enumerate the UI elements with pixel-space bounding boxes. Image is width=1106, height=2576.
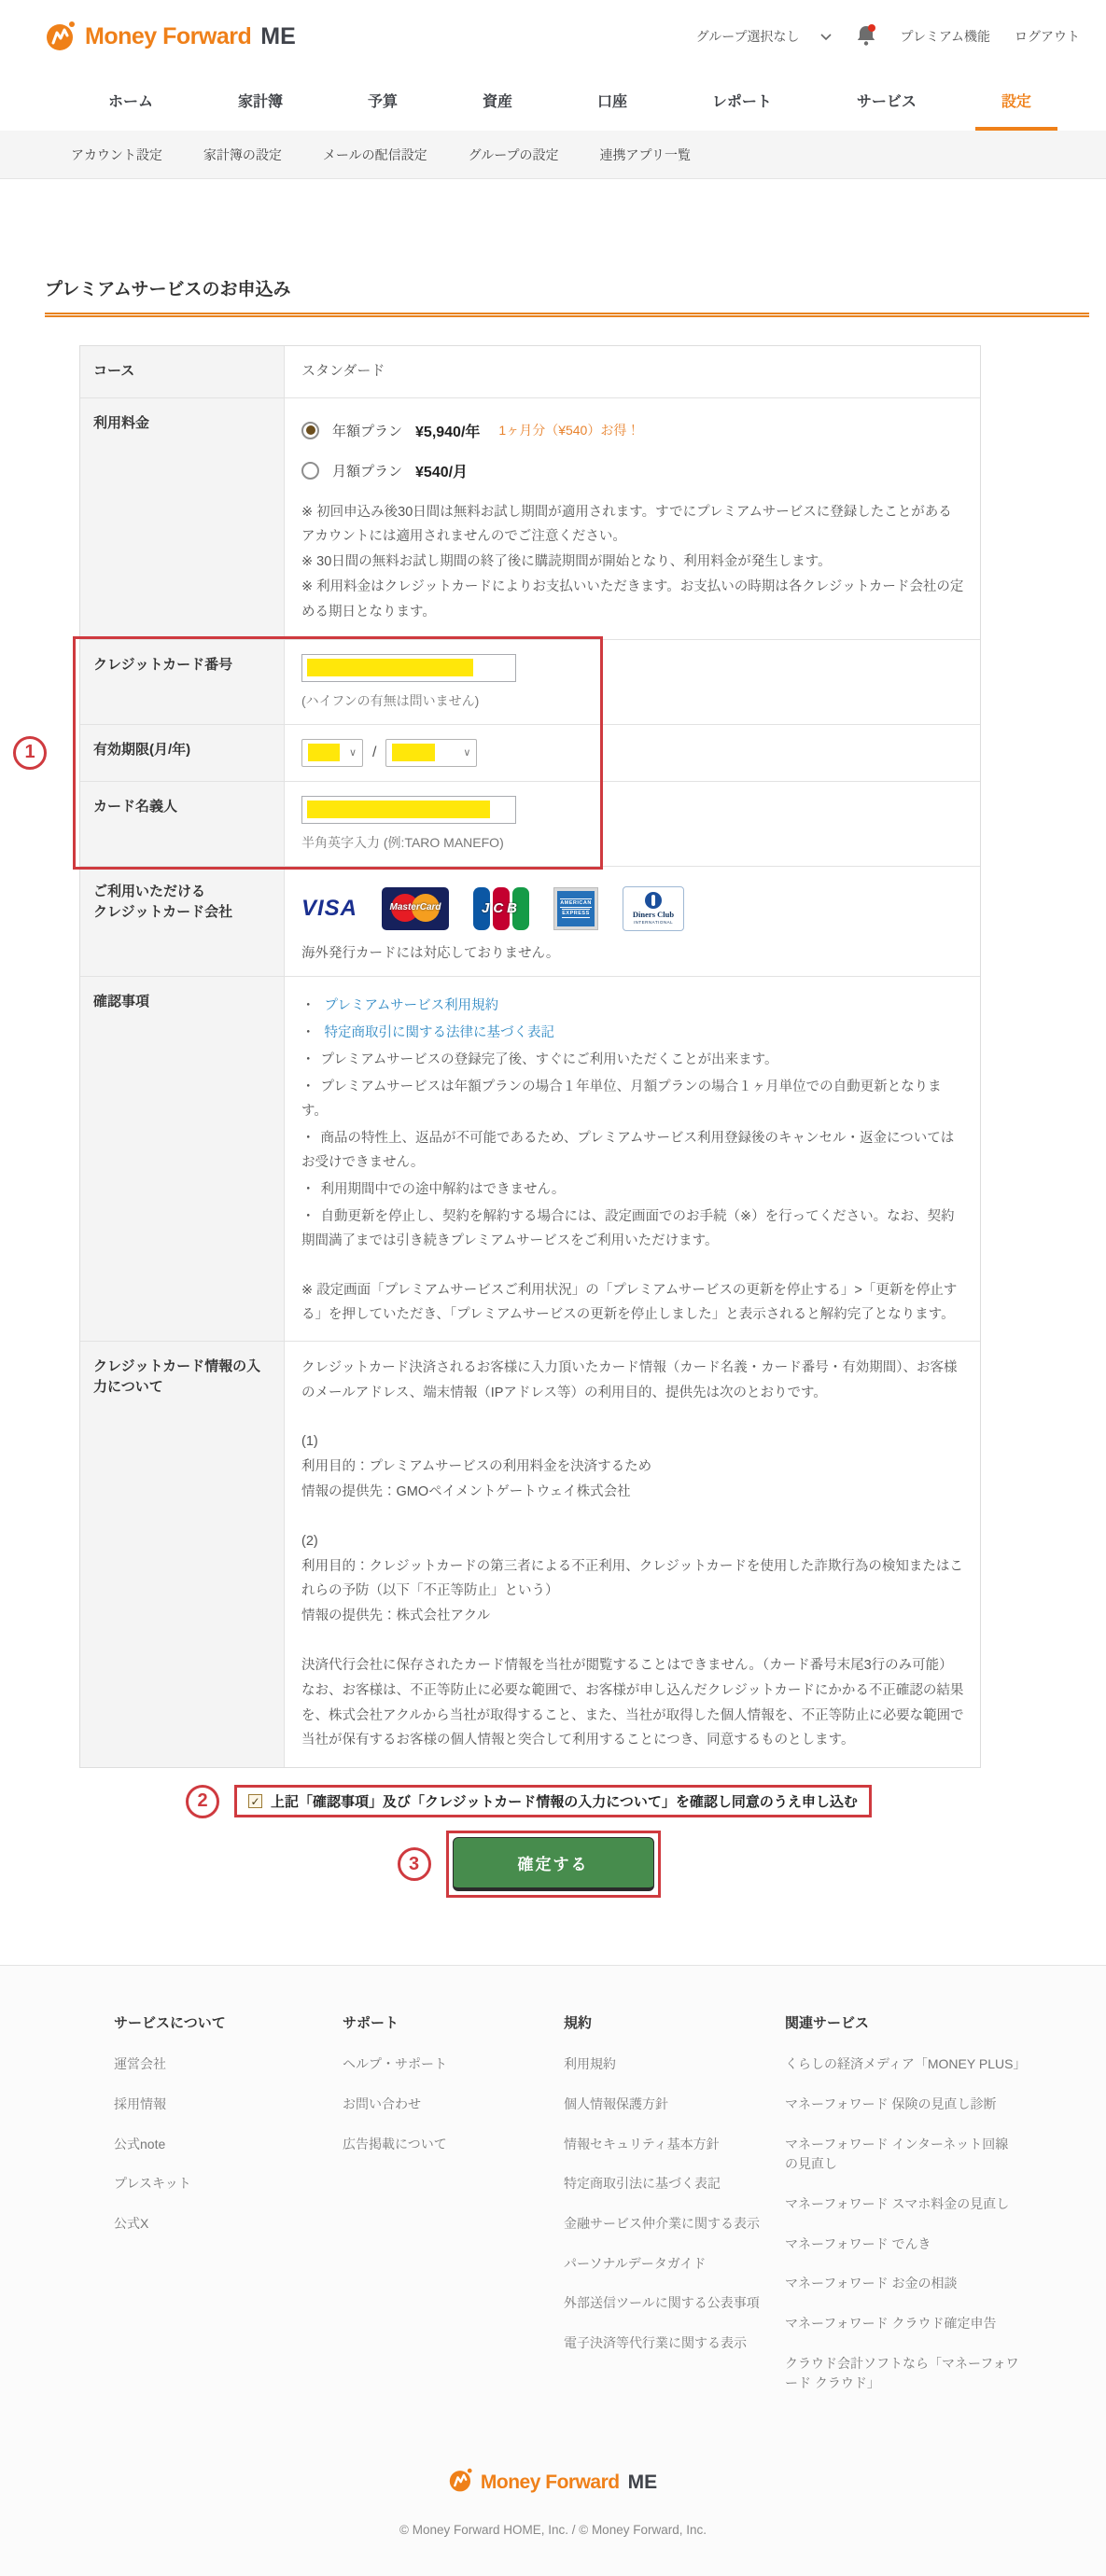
footer-link-insurance-review[interactable]: マネーフォワード 保険の見直し診断 (785, 2096, 997, 2111)
course-label: コース (80, 346, 285, 397)
top-bar-right (696, 24, 1080, 49)
nav-item-services[interactable]: サービス (856, 93, 917, 110)
nav-item-accounts[interactable]: 口座 (596, 93, 627, 110)
monthly-plan-option (301, 460, 965, 481)
fee-note-2: ※ 30日間の無料お試し期間の終了後に購読期間が開始となり、利用料金が発生します。 (301, 554, 832, 570)
card-number-row (80, 640, 980, 725)
expiry-year-redaction (392, 744, 435, 761)
logo-text-me: ME (260, 22, 296, 49)
confirmation-bullet: ・ 利用期間中での途中解約はできません。 (301, 1182, 566, 1198)
premium-features-link[interactable]: プレミアム機能 (900, 29, 990, 44)
card-info-consent: なお、お客様は、不正等防止に必要な範囲で、お客様が申し込んだクレジットカードにかかる不正確認の結果を、株式会社アクルから当社が取得すること、また、当社が取得した個人情報を、不正等防止に必要な範囲で当社が保有するお客様の個人情報と突合して利用することにつき、同意するものとします。 (301, 1682, 964, 1748)
card-holder-label: カード名義人 (80, 782, 285, 866)
main-content (0, 179, 1106, 1965)
confirmation-row (80, 977, 980, 1342)
expiry-label: 有効期限(月/年) (80, 725, 285, 781)
subnav-item-mail-settings[interactable]: メールの配信設定 (322, 146, 427, 162)
card-brand-logos (301, 886, 965, 931)
footer-link-denki[interactable]: マネーフォワード でんき (785, 2235, 931, 2251)
course-value: スタンダード (301, 363, 385, 379)
nav-item-household-book[interactable]: 家計簿 (237, 93, 283, 110)
american-express-logo: AMERICAN EXPRESS (553, 887, 598, 930)
footer-col-title: サポート (343, 2015, 399, 2032)
chevron-down-icon: ∨ (348, 747, 357, 759)
expiry-separator: / (372, 744, 377, 760)
card-info-intro: クレジットカード決済されるお客様に入力頂いたカード情報（カード名義・カード番号・有効期間）、お客様のメールアドレス、端末情報（IPアドレス等）の利用目的、提供先は次のとおりです。 (301, 1359, 958, 1400)
footer-link-ads[interactable]: 広告掲載について (343, 2136, 447, 2151)
footer-col-terms (564, 2012, 772, 2414)
footer-col-title: 規約 (564, 2015, 593, 2032)
subnav-item-group-settings[interactable]: グループの設定 (468, 146, 559, 162)
expiry-year-select[interactable] (385, 739, 477, 767)
annotation-frame-3 (446, 1831, 661, 1898)
footer-link-commercial-law[interactable]: 特定商取引法に基づく表記 (564, 2176, 721, 2192)
footer-link-personal-data-guide[interactable]: パーソナルデータガイド (564, 2255, 707, 2271)
footer-link-cloud-accounting[interactable]: クラウド会計ソフトなら「マネーフォワード クラウド」 (785, 2355, 1019, 2391)
card-number-redaction (307, 659, 473, 676)
card-companies-label: ご利用いただける クレジットカード会社 (80, 867, 285, 976)
footer-link-security-policy[interactable]: 情報セキュリティ基本方針 (564, 2136, 720, 2151)
card-companies-row (80, 866, 980, 977)
confirmation-bullet: ・ プレミアムサービスの登録完了後、すぐにご利用いただくことが出来ます。 (301, 1051, 778, 1067)
footer-link-help[interactable]: ヘルプ・サポート (343, 2056, 447, 2072)
monthly-plan-price: ¥540/月 (415, 464, 469, 480)
footer-col-title: 関連サービス (785, 2015, 870, 2032)
nav-item-reports[interactable]: レポート (711, 93, 772, 110)
submit-section (408, 1831, 661, 1898)
fee-label: 利用料金 (80, 398, 285, 639)
page-title: プレミアムサービスのお申込み (45, 275, 1089, 317)
confirmation-link-item: ・ プレミアムサービス利用規約 (301, 997, 499, 1013)
footer-link-cloud-tax-return[interactable]: マネーフォワード クラウド確定申告 (785, 2316, 997, 2332)
footer-link-privacy[interactable]: 個人情報保護方針 (564, 2096, 668, 2111)
app-logo[interactable] (46, 21, 296, 52)
card-info-disclosure: 決済代行会社に保存されたカード情報を当社が閲覧することはできません。（カード番号末尾3行のみ可能） (301, 1658, 953, 1673)
copyright-text: © Money Forward HOME, Inc. / © Money Forward, Inc. (399, 2523, 707, 2538)
card-info-item-1: (1) (301, 1434, 318, 1450)
confirmation-bullet: ・ 商品の特性上、返品が不可能であるため、プレミアムサービス利用登録後のキャンセル・返金についてはお受けできません。 (301, 1131, 955, 1171)
card-number-note: (ハイフンの有無は問いません) (301, 692, 480, 708)
main-nav (0, 73, 1106, 131)
annual-plan-price: ¥5,940/年 (415, 424, 481, 440)
jcb-logo: JCB (473, 887, 529, 930)
footer-link-internet-review[interactable]: マネーフォワード インターネット回線の見直し (785, 2136, 1009, 2172)
card-info-item-2: (2) (301, 1533, 318, 1549)
logo-text-money-forward: Money Forward (480, 2471, 620, 2493)
card-holder-row (80, 782, 980, 866)
page-footer (0, 1965, 1106, 2576)
confirmation-bullet: ・ 自動更新を停止し、契約を解約する場合には、設定画面でのお手続（※）を行ってください。なお、契約期間満了までは引き続きプレミアムサービスをご利用いただけます。 (301, 1209, 955, 1249)
card-info-label: クレジットカード情報の入力について (80, 1342, 285, 1768)
nav-item-home[interactable]: ホーム (108, 93, 154, 110)
annotation-circle-1: 1 (13, 736, 47, 770)
annotation-frame-2 (234, 1785, 872, 1817)
expiry-month-select[interactable] (301, 739, 363, 767)
logout-link[interactable]: ログアウト (1015, 29, 1080, 44)
agree-section (197, 1785, 872, 1817)
footer-link-presskit[interactable]: プレスキット (114, 2176, 191, 2192)
course-row (80, 346, 980, 398)
fee-notes (301, 500, 965, 625)
agree-label: 上記「確認事項」及び「クレジットカード情報の入力について」を確認し同意のうえ申し込む (271, 1794, 858, 1811)
footer-link-company[interactable]: 運営会社 (114, 2056, 166, 2072)
footer-link-electronic-payment[interactable]: 電子決済等代行業に関する表示 (564, 2335, 747, 2351)
expiry-month-redaction (308, 744, 340, 761)
premium-application-table (24, 345, 981, 1768)
notification-bell-icon[interactable] (856, 24, 876, 49)
footer-col-support (343, 2012, 551, 2414)
cancellation-procedure-note: ※ 設定画面「プレミアムサービスご利用状況」の「プレミアムサービスの更新を停止する」>「更新を停止する」を押していただき、「プレミアムサービスの更新を停止しました」と表示されると解約完了となります。 (301, 1282, 958, 1322)
mastercard-logo: MasterCard (382, 887, 449, 930)
visa-logo: VISA (301, 895, 358, 921)
credit-card-input-section (24, 640, 980, 866)
card-number-label: クレジットカード番号 (80, 640, 285, 724)
card-info-row: クレジットカード情報の入力について クレジットカード決済されるお客様に入力頂いたカード情報（カード名義・カード番号・有効期間）、お客様のメールアドレス、端末情報（IPアドレス等）の利用目的、提供先は次のとおりです。 (1) 利用目的：プレミアムサービスの利用料金を決済するため 情報の提供先：GMOペイメントゲートウェイ株式会社 (2) 利用目的：クレジットカードの第三者による不正利用、クレジットカードを使用した詐欺行為の検知またはこれらの予防（以下「不正等防止」という） 情報の提供先：株式会社アクル 決済代行会社に保存されたカード情報を当社が閲覧することはできません。（カード番号末尾3行のみ可能） なお、お客様は、不正等防止に必要な範囲で、お客様が申し込んだクレジットカードにかかる不正確認の結果を、株式会社アクルから当社が取得すること、また、当社が取得した個人情報を、不正等防止に必要な範囲で当社が保有するお客様の個人情報と突合して利用することにつき、同意するものとします。 (80, 1342, 980, 1768)
subnav-item-account-settings[interactable]: アカウント設定 (71, 146, 162, 162)
card-holder-input[interactable] (301, 796, 516, 824)
footer-link-terms[interactable]: 利用規約 (564, 2056, 616, 2072)
confirmation-bullet: ・ プレミアムサービスは年額プランの場合１年単位、月額プランの場合１ヶ月単位での自動更新となります。 (301, 1079, 942, 1119)
chevron-down-icon: ∨ (463, 747, 471, 759)
annual-plan-radio[interactable] (301, 422, 319, 439)
checkbox-check-icon: ✓ (250, 1794, 260, 1808)
footer-link-financial-intermediary[interactable]: 金融サービス仲介業に関する表示 (564, 2216, 760, 2231)
monthly-plan-name: 月額プラン (332, 463, 403, 480)
annual-plan-option (301, 420, 965, 441)
footer-link-money-plus[interactable]: くらしの経済メディア「MONEY PLUS」 (785, 2056, 1027, 2072)
annotation-circle-3: 3 (398, 1847, 431, 1881)
fee-note-3: ※ 利用料金はクレジットカードによりお支払いいただきます。お支払いの時期は各クレジットカード会社の定める期日となります。 (301, 578, 964, 620)
group-select-dropdown[interactable] (696, 27, 832, 46)
footer-link-money-consultation[interactable]: マネーフォワード お金の相談 (785, 2276, 958, 2291)
card-holder-note: 半角英字入力 (例:TARO MANEFO) (301, 834, 504, 850)
subnav-item-book-settings[interactable]: 家計簿の設定 (203, 146, 282, 162)
footer-logo[interactable] (0, 2468, 1106, 2497)
nav-item-assets[interactable]: 資産 (482, 93, 512, 110)
footer-link-careers[interactable]: 採用情報 (114, 2096, 166, 2111)
nav-item-settings[interactable]: 設定 (975, 73, 1057, 131)
card-companies-note: 海外発行カードには対応しておりません。 (301, 945, 560, 961)
monthly-plan-radio[interactable] (301, 462, 319, 480)
top-bar (0, 0, 1106, 73)
footer-col-about (114, 2012, 329, 2414)
footer-link-official-x[interactable]: 公式X (114, 2216, 149, 2231)
money-forward-logo-icon (449, 2468, 474, 2497)
chevron-down-icon (820, 29, 832, 44)
footer-link-smartphone-review[interactable]: マネーフォワード スマホ料金の見直し (785, 2196, 1010, 2211)
logo-text-money-forward: Money Forward (85, 22, 252, 49)
subnav-item-linked-apps[interactable]: 連携アプリ一覧 (599, 146, 691, 162)
footer-link-note[interactable]: 公式note (114, 2136, 166, 2151)
confirm-submit-button[interactable]: 確定する (453, 1837, 654, 1891)
card-holder-redaction (307, 801, 490, 818)
confirmation-label: 確認事項 (80, 977, 285, 1341)
fee-note-1: ※ 初回申込み後30日間は無料お試し期間が適用されます。すでにプレミアムサービスに登録したことがあるアカウントには適用されませんのでご注意ください。 (301, 504, 952, 545)
footer-col-title: サービスについて (114, 2015, 226, 2032)
annual-plan-name: 年額プラン (332, 423, 403, 439)
footer-link-external-transmission[interactable]: 外部送信ツールに関する公表事項 (564, 2295, 760, 2311)
settings-sub-nav (0, 131, 1106, 179)
money-forward-logo-icon (46, 21, 77, 52)
footer-link-contact[interactable]: お問い合わせ (343, 2096, 421, 2111)
commercial-transactions-law-link[interactable]: 特定商取引に関する法律に基づく表記 (324, 1024, 555, 1040)
nav-item-budget[interactable]: 予算 (367, 93, 398, 110)
footer-col-related-services (785, 2012, 1027, 2414)
card-number-input[interactable] (301, 654, 516, 682)
confirmation-link-item: ・ 特定商取引に関する法律に基づく表記 (301, 1024, 555, 1040)
diners-club-logo: Diners Club INTERNATIONAL (623, 886, 684, 931)
fee-row (80, 398, 980, 640)
group-select-label: グループ選択なし (695, 29, 800, 44)
annotation-circle-2: 2 (186, 1785, 219, 1818)
annual-plan-deal-note: 1ヶ月分（¥540）お得！ (498, 423, 640, 438)
expiry-row (80, 725, 980, 782)
terms-of-service-link[interactable]: プレミアムサービス利用規約 (324, 997, 499, 1013)
logo-text-me: ME (627, 2471, 658, 2493)
agree-checkbox[interactable] (248, 1794, 262, 1808)
